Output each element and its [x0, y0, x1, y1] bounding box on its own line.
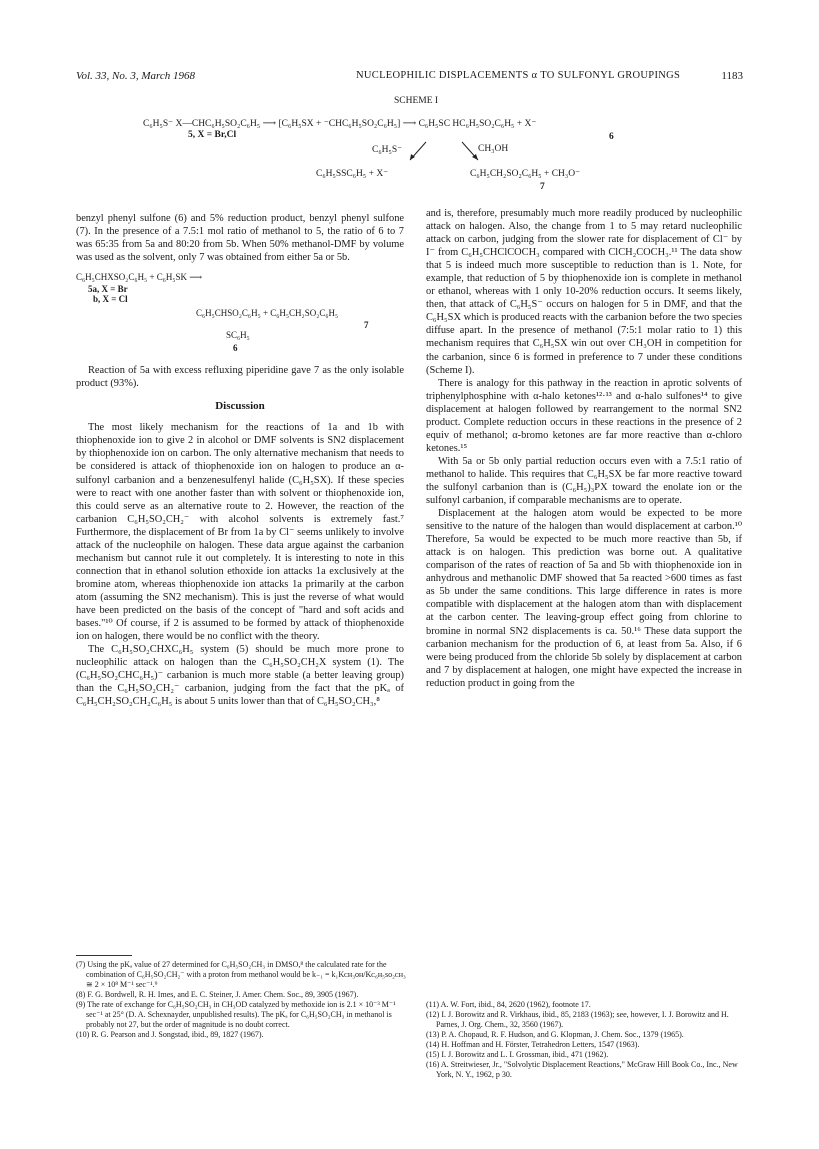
footnote: (15) I. J. Borowitz and L. I. Grossman, ibid., 471 (1962).: [426, 1050, 609, 1059]
equation-reactants: C₆H₅CHXSO₂C₆H₅ + C₆H₅SK ⟶: [76, 272, 203, 283]
section-heading: Discussion: [215, 400, 265, 413]
scheme-left-product: C₆H₅SSC₆H₅ + X⁻: [316, 169, 389, 179]
scheme-label-6: 6: [609, 132, 614, 142]
reaction-scheme: [76, 96, 743, 206]
equation-label-6: 6: [233, 343, 238, 354]
equation-substituent: SC₆H₅: [226, 330, 250, 341]
paragraph: Reaction of 5a with excess refluxing piperidine gave 7 as the only isolable product (93%).: [76, 365, 404, 390]
footnote: (16) A. Streitwieser, Jr., "Solvolytic Displacement Reactions," McGraw Hill Book Co., Inc., New York, N. Y., 1962, p 30.: [426, 1060, 738, 1079]
scheme-main-equation: C₆H₅S⁻ X—CHC₆H₅SO₂C₆H₅ ⟶ [C₆H₅SX + ⁻CHC₆H₅SO₂C₆H₅] ⟶ C₆H₅SC HC₆H₅SO₂C₆H₅ + X⁻: [143, 119, 537, 129]
footnotes-right: [426, 1000, 742, 1080]
footnote: (7) Using the pKₐ value of 27 determined for C₆H₅SO₂CH₃ in DMSO,⁸ the calculated rate for the combination of C₆H₅SO₂CH₂⁻ with a proton from methanol would be k₋₁ = k₁Kᴄʜ₃ᴏʜ/Kᴄ₆ʜ₅sᴏ₂ᴄʜ₃ ≅ 2 × 10⁸ M⁻¹ sec⁻¹.⁹: [76, 960, 406, 989]
paragraph: With 5a or 5b only partial reduction occurs even with a 7.5:1 ratio of methanol to halide. This requires that C₆H₅SX be far more reactive toward the sulfonyl carbanion than is (C₆H₅)₃PX toward the enolate ion or the sulfonyl carbanion, if comparable mechanisms are to operate.: [426, 455, 742, 507]
right-column: [426, 207, 742, 690]
equation: [76, 272, 404, 356]
equation-label-5b: b, X = Cl: [93, 294, 128, 305]
scheme-branch-right-label: CH₃OH: [478, 144, 509, 154]
scheme-reactant-label: 5, X = Br,Cl: [188, 130, 237, 140]
scheme-title: SCHEME I: [394, 96, 439, 106]
paragraph: benzyl phenyl sulfone (6) and 5% reduction product, benzyl phenyl sulfone (7). In the presence of a 7.5:1 mol ratio of methanol to 5, the ratio of 6 to 7 was 65:35 from 5a and 80:20 from 5b. When 50% methanol-DMF by volume was used as the solvent, only 7 was obtained from either 5a or 5b.: [76, 213, 404, 264]
running-title: NUCLEOPHILIC DISPLACEMENTS α TO SULFONYL GROUPINGS: [356, 70, 681, 81]
scheme-branch-left-label: C₆H₅S⁻: [372, 145, 403, 155]
scheme-label-7: 7: [540, 182, 545, 192]
footnote: (13) P. A. Chopaud, R. F. Hudson, and G. Klopman, J. Chem. Soc., 1379 (1965).: [426, 1030, 684, 1039]
footnote: (8) F. G. Bordwell, R. H. Imes, and E. C. Steiner, J. Amer. Chem. Soc., 89, 3905 (1967).: [76, 990, 359, 999]
scheme-right-product: C₆H₅CH₂SO₂C₆H₅ + CH₃O⁻: [470, 169, 581, 179]
paragraph: There is analogy for this pathway in the reaction in aprotic solvents of triphenylphosphine with α-halo ketones¹²·¹³ and α-halo sulfones¹⁴ to give displacement at halogen followed by rearrangement to the normal SN2 product. Complete reduction occurs in these reactions in the presence of 2 equiv of methanol; α-bromo ketones are far more reactive than α-chloro ketones.¹⁵: [426, 377, 742, 454]
footnote-rule: [76, 955, 132, 956]
footnote: (12) I. J. Borowitz and R. Virkhaus, ibid., 85, 2183 (1963); see, however, I. J. Borowitz and H. Parnes, J. Org. Chem., 32, 3560 (1967).: [426, 1010, 729, 1029]
footnote: (10) R. G. Pearson and J. Songstad, ibid., 89, 1827 (1967).: [76, 1030, 264, 1039]
journal-volume: Vol. 33, No. 3, March 1968: [76, 70, 196, 82]
paragraph: Displacement at the halogen atom would be expected to be more sensitive to the nature of the halogen than would displacement at carbon.¹⁰ Therefore, 5a would be expected to be much more reactive than 5b, if attack is on halogen. This prediction was borne out. A qualitative comparison of the rates of reaction of 5a and 5b with thiophenoxide ion in anhydrous and methanolic DMF showed that 5a reacted >600 times as fast as 5b under the same conditions. This large difference in rates is more compatible with displacement at the halogen atom than with displacement at the carbon center. The leaving-group effect going from chlorine to bromine in normal SN2 displacements is ca. 50.¹⁶ These data support the carbanion mechanism for the production of 6, at least from 5a. Also, if 6 were being produced from the chloride 5b solely by displacement at carbon and 7 by displacement at halogen, one might have expected the increase in reduction product in going from the: [426, 508, 742, 689]
footnote: (14) H. Hoffman and H. Förster, Tetrahedron Letters, 1547 (1963).: [426, 1040, 640, 1049]
footnote: (9) The rate of exchange for C₆H₅SO₂CH₃ in CH₃OD catalyzed by methoxide ion is 2.1 × 10⁻³ M⁻¹ sec⁻¹ at 25° (D. A. Schexnayder, unpublished results). The pKₐ for C₆H₅SO₂CH₃ in methanol is probably not 27, but the order of magnitude is no doubt correct.: [76, 1000, 396, 1029]
equation-label-5a: 5a, X = Br: [88, 284, 128, 295]
left-column: [76, 212, 404, 708]
equation-label-7: 7: [364, 320, 369, 331]
running-header: [76, 70, 743, 86]
page-number: 1183: [721, 70, 743, 82]
equation-products: C₆H₅CHSO₂C₆H₅ + C₆H₅CH₂SO₂C₆H₅: [196, 308, 339, 319]
paragraph: The most likely mechanism for the reactions of 1a and 1b with thiophenoxide ion to give 2 in alcohol or DMF solvents is SN2 displacement by thiophenoxide ion on carbon. The only alternative mechanism that needs to be considered is attack of thiophenoxide ion on halogen to produce an α-sulfonyl carbanion and a benzenesulfenyl halide (C₆H₅SX). If these species were to react with one another faster than with solvent or thiophenoxide ion, this could serve as an alternative route to 2. However, the reaction of the carbanion C₆H₅SO₂CH₂⁻ with alcohol solvents is extremely fast.⁷ Furthermore, the displacement of Br from 1a by Cl⁻ seems unlikely to involve attack of the nucleophile on halogen. These data argue against the carbanion mechanism but cannot rule it out completely. It is interesting to note in this connection that in ethanol solution ethoxide ion attacks 1a exclusively at the bromine atom, whereas thiophenoxide ion attacks 1a primarily at the carbon atom (assuming the SN2 mechanism). This is just the reverse of what would have been predicted on the basis of the concept of "hard and soft acids and bases."¹⁰ Of course, if 2 is assumed to be formed by attack of thiophenoxide ion on halogen, there would be no conflict with the theory.: [76, 422, 404, 643]
paragraph: and is, therefore, presumably much more readily produced by nucleophilic attack on halogen. Also, the change from 1 to 5 may retard nucleophilic attack on carbon, judging from the slower rate for displacement of Cl⁻ by I⁻ from C₆H₅CHClCOCH₃ compared with ClCH₂COCH₃.¹¹ The data show that 5 is indeed much more susceptible to reduction than is 1. Note, for example, that reduction of 5 by thiophenoxide ion is complete in methanol or ethanol, whereas with 1 only 10-20% reduction occurs. It seems likely, then, that attack of C₆H₅S⁻ occurs on halogen for 5 in DMF, and that the C₆H₅SX which is produced reacts with the carbanion before the two species diffuse apart. In the presence of methanol (7:5:1 molar ratio to 1) this mechanism requires that C₆H₅SX win out over CH₃OH in competition for the carbanion, since 6 is formed in preference to 7 under these conditions (Scheme I).: [426, 208, 742, 376]
footnote: (11) A. W. Fort, ibid., 84, 2620 (1962), footnote 17.: [426, 1000, 591, 1009]
footnotes-left: [76, 960, 406, 1040]
paragraph: The C₆H₅SO₂CHXC₆H₅ system (5) should be much more prone to nucleophilic attack on halogen than the C₆H₅SO₂CH₂X system (1). The (C₆H₅SO₂CHC₆H₅)⁻ carbanion is much more stable (a better leaving group) than the C₆H₅SO₂CH₂⁻ carbanion, judging from the fact that the pKₐ of C₆H₅CH₂SO₂CH₂C₆H₅ is about 5 units lower than that of C₆H₅SO₂CH₃,⁸: [76, 644, 404, 708]
